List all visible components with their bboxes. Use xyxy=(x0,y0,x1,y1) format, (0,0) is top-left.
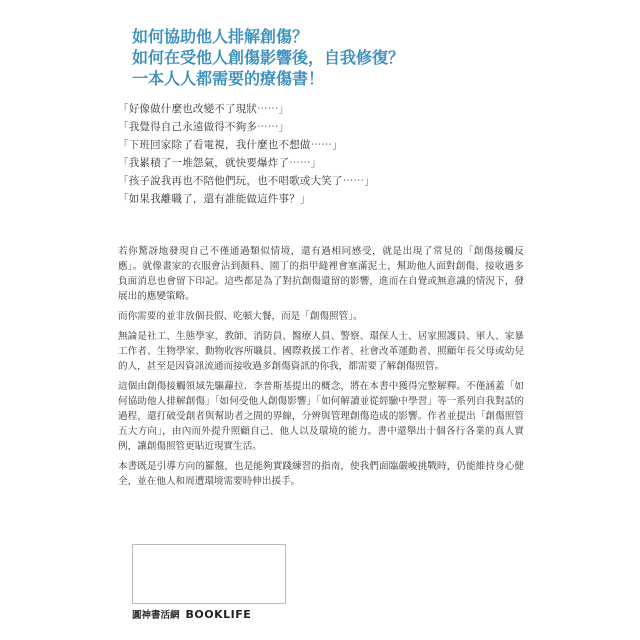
paragraph: 若你驚訝地發現自己不僅通過類似情境，還有過相同感受，就是出現了常見的「創傷接觸反應」。就像畫家的衣服會沾到顏料、園丁的指甲縫裡會塞滿泥土，幫助他人面對創傷、接收過多負面消息也會留下印記。這些都是為了對抗創傷遺留的影響，進而在自覺或無意識的情況下，發展出的應變策略。 xyxy=(118,246,524,302)
paragraph: 而你需要的並非放個長假、吃頓大餐，而是「創傷照管」。 xyxy=(118,311,363,322)
quote-line: 「如果我離職了，還有誰能做這件事？」 xyxy=(118,193,311,205)
quote-line: 「好像做什麼也改變不了現狀⋯⋯」 xyxy=(118,103,290,115)
paragraph: 無論是社工、生態學家、教師、消防員、醫療人員、警察、環保人士、居家照護員、軍人、家暴工作者、生物學家、動物收容所職員、國際救援工作者、社會改革運動者、照顧年長父母或幼兒的人，甚至是因資訊流通而接收過多創傷資訊的你我，都需要了解創傷照管。 xyxy=(118,331,524,372)
paragraph: 這個由創傷接觸領域先驅蘿拉．李普斯基提出的概念，將在本書中獲得完整解釋。不僅涵蓋「如何協助他人排解創傷」「如何受他人創傷影響」「如何解讀並從經驗中學習」等一系列自我對話的過程，還打破受創者與幫助者之間的界線，分辨與管理創傷造成的影響。作者並提出「創傷照管五大方向」，由內而外提升照顧自己、他人以及環境的能力。書中還舉出十個各行各業的真人實例，讓創傷照管更貼近現實生活。 xyxy=(118,381,524,452)
quote-line: 「孩子說我再也不陪他們玩，也不唱歌或大笑了⋯⋯」 xyxy=(118,175,375,187)
headline-block xyxy=(132,26,512,89)
headline-line-1: 如何協助他人排解創傷？ xyxy=(132,27,309,46)
quote-line: 「我累積了一堆怨氣，就快要爆炸了⋯⋯」 xyxy=(118,157,322,169)
headline-line-3: 一本人人都需要的療傷書！ xyxy=(132,69,325,88)
paragraph: 本書既是引導方向的羅盤，也是能夠實踐練習的指南，使我們面臨嚴峻挑戰時，仍能維持身心健全，並在他人和周遭環境需要時伸出援手。 xyxy=(118,461,524,487)
headline-line-2: 如何在受他人創傷影響後，自我修復？ xyxy=(132,48,405,67)
quote-line: 「下班回家除了看電視，我什麼也不想做⋯⋯」 xyxy=(118,139,343,151)
quote-line: 「我覺得自己永遠做得不夠多⋯⋯」 xyxy=(118,121,290,133)
publisher-name-chinese: 圓神書活網 xyxy=(132,610,180,621)
barcode-sticker-area xyxy=(132,544,286,604)
quote-list xyxy=(118,100,518,208)
description-body xyxy=(118,244,524,494)
publisher-name-english: BOOKLIFE xyxy=(185,607,252,621)
publisher-logo xyxy=(132,607,332,621)
